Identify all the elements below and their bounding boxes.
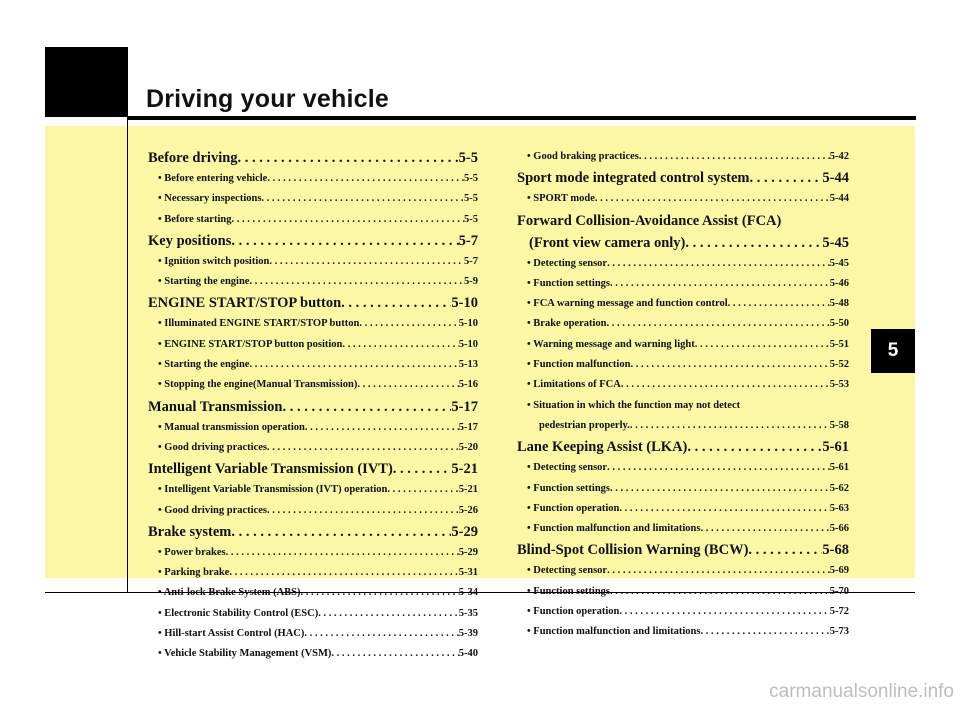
dot-leader	[342, 335, 458, 355]
toc-entry-label: Sport mode integrated control system	[517, 170, 750, 187]
toc-subentry[interactable]	[148, 438, 478, 458]
dot-leader	[357, 375, 458, 395]
toc-page-number: 5-61	[822, 439, 849, 456]
dot-leader	[630, 416, 830, 436]
toc-entry-label: • ENGINE START/STOP button position	[158, 338, 343, 350]
dot-leader	[301, 583, 459, 603]
toc-page-number: 5-45	[829, 257, 849, 269]
toc-page-number: 5-45	[822, 234, 849, 251]
toc-entry-label: • Necessary inspections	[158, 193, 262, 205]
dot-leader	[700, 519, 829, 539]
dot-leader	[607, 314, 830, 334]
dot-leader	[249, 355, 458, 375]
toc-subentry-label-line1[interactable]: • Situation in which the function may not detect	[527, 399, 741, 411]
dot-leader	[685, 232, 822, 254]
toc-entry-label: • Good driving practices	[158, 504, 267, 516]
toc-page-number: 5-7	[464, 255, 478, 267]
dot-leader	[610, 582, 830, 602]
toc-subentry[interactable]	[148, 418, 478, 438]
toc-page-number: 5-48	[829, 298, 849, 310]
toc-entry-label: • Function settings	[527, 585, 611, 597]
toc-entry-label: • Power brakes	[158, 546, 226, 558]
toc-entry-label: • Electronic Stability Control (ESC)	[158, 607, 319, 619]
toc-subentry[interactable]	[517, 499, 849, 519]
toc-entry-label: • Good driving practices	[158, 441, 267, 453]
toc-entry-label: • Manual transmission operation	[158, 421, 305, 433]
toc-page-number: 5-61	[829, 462, 849, 474]
dot-leader	[267, 501, 459, 521]
dot-leader	[610, 479, 830, 499]
toc-column-left	[148, 147, 478, 665]
toc-entry-label: • Function operation	[527, 606, 620, 618]
dot-leader	[687, 436, 822, 458]
toc-subentry[interactable]	[148, 252, 478, 272]
toc-page-number: 5-69	[829, 565, 849, 577]
toc-subentry[interactable]	[517, 189, 849, 209]
toc-subentry[interactable]	[517, 519, 849, 539]
toc-page-number: 5-44	[822, 170, 849, 187]
toc-entry[interactable]	[148, 396, 478, 418]
toc-page-number: 5-20	[458, 441, 478, 453]
dot-leader	[261, 189, 464, 209]
toc-subentry[interactable]	[517, 147, 849, 167]
dot-leader	[238, 147, 459, 169]
toc-subentry[interactable]	[517, 582, 849, 602]
toc-entry-label: • Good braking practices	[527, 151, 639, 162]
toc-page-number: 5-39	[458, 628, 478, 640]
toc-page-number: 5-13	[458, 359, 478, 371]
toc-page-number: 5-51	[829, 338, 849, 350]
dot-leader	[387, 480, 458, 500]
toc-entry-label-line1[interactable]: Forward Collision-Avoidance Assist (FCA)	[517, 212, 782, 229]
toc-entry-label: • Function malfunction and limitations	[527, 523, 701, 535]
toc-subentry[interactable]	[517, 294, 849, 314]
toc-entry-label: ENGINE START/STOP button	[148, 295, 342, 312]
toc-entry[interactable]	[148, 458, 478, 480]
toc-entry-label: • Hill-start Assist Control (HAC)	[158, 628, 305, 640]
toc-entry-label: • Function operation	[527, 502, 620, 514]
toc-entry-label: Intelligent Variable Transmission (IVT)	[148, 461, 393, 478]
page-title: Driving your vehicle	[146, 85, 389, 113]
toc-page-number: 5-70	[829, 585, 849, 597]
toc-subentry[interactable]	[148, 624, 478, 644]
toc-page-number: 5-58	[829, 419, 849, 431]
dot-leader	[595, 189, 830, 209]
dot-leader	[695, 335, 830, 355]
toc-entry-label: (Front view camera only)	[529, 234, 686, 251]
chapter-header-block	[45, 47, 128, 117]
toc-page-number: 5-73	[829, 626, 849, 638]
toc-page-number: 5-5	[464, 173, 478, 184]
toc-subentry[interactable]	[148, 480, 478, 500]
toc-subentry[interactable]	[517, 274, 849, 294]
toc-subentry[interactable]	[148, 335, 478, 355]
toc-page-number: 5-31	[458, 567, 478, 579]
dot-leader	[341, 292, 451, 314]
toc-entry-label: Brake system	[148, 523, 232, 540]
dot-leader	[359, 314, 458, 334]
toc-page-number: 5-40	[458, 648, 478, 660]
toc-page-number: 5-52	[829, 359, 849, 371]
toc-subentry[interactable]	[148, 644, 478, 664]
toc-page-number: 5-7	[458, 232, 478, 249]
toc-entry[interactable]	[148, 230, 478, 252]
toc-entry-label: • Illuminated ENGINE START/STOP button	[158, 318, 360, 330]
toc-subentry[interactable]	[517, 335, 849, 355]
dot-leader	[621, 375, 830, 395]
toc-page-number: 5-10	[451, 295, 478, 312]
toc-subentry[interactable]	[148, 272, 478, 292]
toc-subentry[interactable]	[517, 314, 849, 334]
toc-entry-label: • Function malfunction and limitations	[527, 626, 701, 638]
toc-entry-label: • Starting the engine	[158, 359, 250, 371]
toc-entry-label: • Function settings	[527, 482, 611, 494]
toc-page-number: 5-72	[829, 606, 849, 618]
toc-entry-label: • Before starting	[158, 213, 232, 225]
dot-leader	[249, 272, 464, 292]
toc-subentry[interactable]	[517, 458, 849, 478]
toc-subentry[interactable]	[148, 501, 478, 521]
toc-page-number: 5-46	[829, 277, 849, 289]
toc-page-number: 5-10	[458, 338, 478, 350]
toc-entry[interactable]	[517, 167, 849, 189]
toc-subentry[interactable]	[148, 169, 478, 189]
toc-page-number: 5-21	[458, 484, 478, 496]
toc-subentry[interactable]	[517, 375, 849, 395]
toc-page-number: 5-9	[464, 276, 478, 288]
toc-page-number: 5-44	[829, 193, 849, 205]
toc-entry-label: • Detecting sensor	[527, 462, 608, 474]
dot-leader	[229, 563, 458, 583]
toc-entry[interactable]	[148, 292, 478, 314]
dot-leader	[231, 210, 464, 230]
toc-subentry[interactable]	[517, 561, 849, 581]
toc-entry-label: Manual Transmission	[148, 398, 283, 415]
toc-entry-label: • SPORT mode	[527, 193, 595, 205]
dot-leader	[639, 147, 830, 167]
toc-entry-label: • Brake operation	[527, 318, 607, 330]
toc-entry-label: • Starting the engine	[158, 276, 250, 288]
toc-page-number: 5-5	[464, 193, 478, 205]
chapter-tab[interactable]: 5	[871, 329, 915, 373]
dot-leader	[748, 539, 822, 561]
toc-entry-label: • Detecting sensor	[527, 257, 608, 269]
toc-subentry[interactable]	[517, 416, 849, 436]
dot-leader	[393, 458, 452, 480]
toc-page-number: 5-63	[829, 502, 849, 514]
toc-subentry[interactable]	[148, 210, 478, 230]
dot-leader	[267, 169, 464, 189]
toc-page-number: 5-35	[458, 607, 478, 619]
toc-page-number: 5-29	[451, 523, 478, 540]
toc-subentry[interactable]	[517, 602, 849, 622]
dot-leader	[610, 274, 830, 294]
dot-leader	[318, 604, 459, 624]
toc-page-number: 5-21	[451, 461, 478, 478]
dot-leader	[305, 418, 459, 438]
toc-subentry[interactable]	[517, 355, 849, 375]
dot-leader	[231, 230, 458, 252]
dot-leader	[607, 561, 830, 581]
toc-entry-label: • Function malfunction	[527, 359, 631, 371]
toc-subentry[interactable]	[148, 563, 478, 583]
toc-entry-label: • Function settings	[527, 277, 611, 289]
toc-page-number: 5-16	[458, 379, 478, 391]
dot-leader	[630, 355, 829, 375]
toc-entry[interactable]	[517, 232, 849, 254]
toc-page-number: 5-29	[458, 546, 478, 558]
toc-entry-label: Lane Keeping Assist (LKA)	[517, 439, 688, 456]
toc-entry-label: • Ignition switch position	[158, 255, 270, 267]
dot-leader	[226, 543, 459, 563]
dot-leader	[750, 167, 823, 189]
toc-subentry[interactable]	[148, 189, 478, 209]
toc-entry[interactable]	[517, 539, 849, 561]
margin-line	[127, 117, 128, 593]
toc-entry-label: • Warning message and warning light	[527, 338, 695, 350]
toc-page-number: 5-17	[458, 421, 478, 433]
toc-page-number: 5-26	[458, 504, 478, 516]
toc-entry-label: • FCA warning message and function control	[527, 298, 728, 310]
toc-page-number: 5-53	[829, 379, 849, 391]
title-rule	[128, 116, 916, 120]
toc-entry-label: pedestrian properly.	[539, 419, 630, 431]
toc-subentry[interactable]	[148, 604, 478, 624]
toc-entry-label: • Detecting sensor	[527, 565, 608, 577]
toc-entry-label: • Intelligent Variable Transmission (IVT) operation	[158, 484, 388, 496]
toc-subentry[interactable]	[148, 355, 478, 375]
dot-leader	[607, 458, 830, 478]
dot-leader	[607, 254, 830, 274]
dot-leader	[331, 644, 458, 664]
dot-leader	[269, 252, 464, 272]
toc-entry-label: • Parking brake	[158, 567, 230, 579]
toc-page-number: 5-42	[829, 151, 849, 162]
toc-page-number: 5-66	[829, 523, 849, 535]
toc-page-number: 5-10	[458, 318, 478, 330]
toc-column-right	[517, 147, 849, 643]
toc-entry[interactable]	[148, 147, 478, 169]
toc-entry[interactable]	[148, 521, 478, 543]
toc-entry-label: • Vehicle Stability Management (VSM)	[158, 648, 332, 660]
dot-leader	[619, 602, 829, 622]
dot-leader	[700, 622, 829, 642]
toc-subentry[interactable]	[148, 314, 478, 334]
toc-subentry[interactable]	[148, 543, 478, 563]
dot-leader	[304, 624, 458, 644]
toc-subentry[interactable]	[517, 254, 849, 274]
toc-entry-label: Before driving	[148, 150, 238, 166]
toc-entry-label: • Anti-lock Brake System (ABS)	[158, 587, 301, 599]
toc-page-number: 5-62	[829, 482, 849, 494]
toc-subentry[interactable]	[517, 479, 849, 499]
toc-page-number: 5-34	[458, 587, 478, 599]
dot-leader	[619, 499, 829, 519]
toc-subentry[interactable]	[517, 622, 849, 642]
toc-entry[interactable]	[517, 436, 849, 458]
toc-entry-label: • Before entering vehicle	[158, 173, 268, 184]
toc-page-number: 5-17	[451, 398, 478, 415]
watermark: carmanualsonline.info	[769, 681, 954, 702]
toc-page-number: 5-68	[822, 542, 849, 559]
toc-page-number: 5-50	[829, 318, 849, 330]
toc-page-number: 5-5	[464, 213, 478, 225]
toc-entry-label: Blind-Spot Collision Warning (BCW)	[517, 542, 749, 559]
toc-entry-label: Key positions	[148, 232, 232, 249]
dot-leader	[282, 396, 451, 418]
toc-entry-label: • Limitations of FCA	[527, 379, 621, 391]
dot-leader	[231, 521, 451, 543]
dot-leader	[267, 438, 459, 458]
toc-page-number: 5-5	[458, 150, 478, 166]
toc-subentry[interactable]	[148, 583, 478, 603]
dot-leader	[728, 294, 830, 314]
toc-subentry[interactable]	[148, 375, 478, 395]
toc-entry-label: • Stopping the engine(Manual Transmission)	[158, 379, 358, 391]
